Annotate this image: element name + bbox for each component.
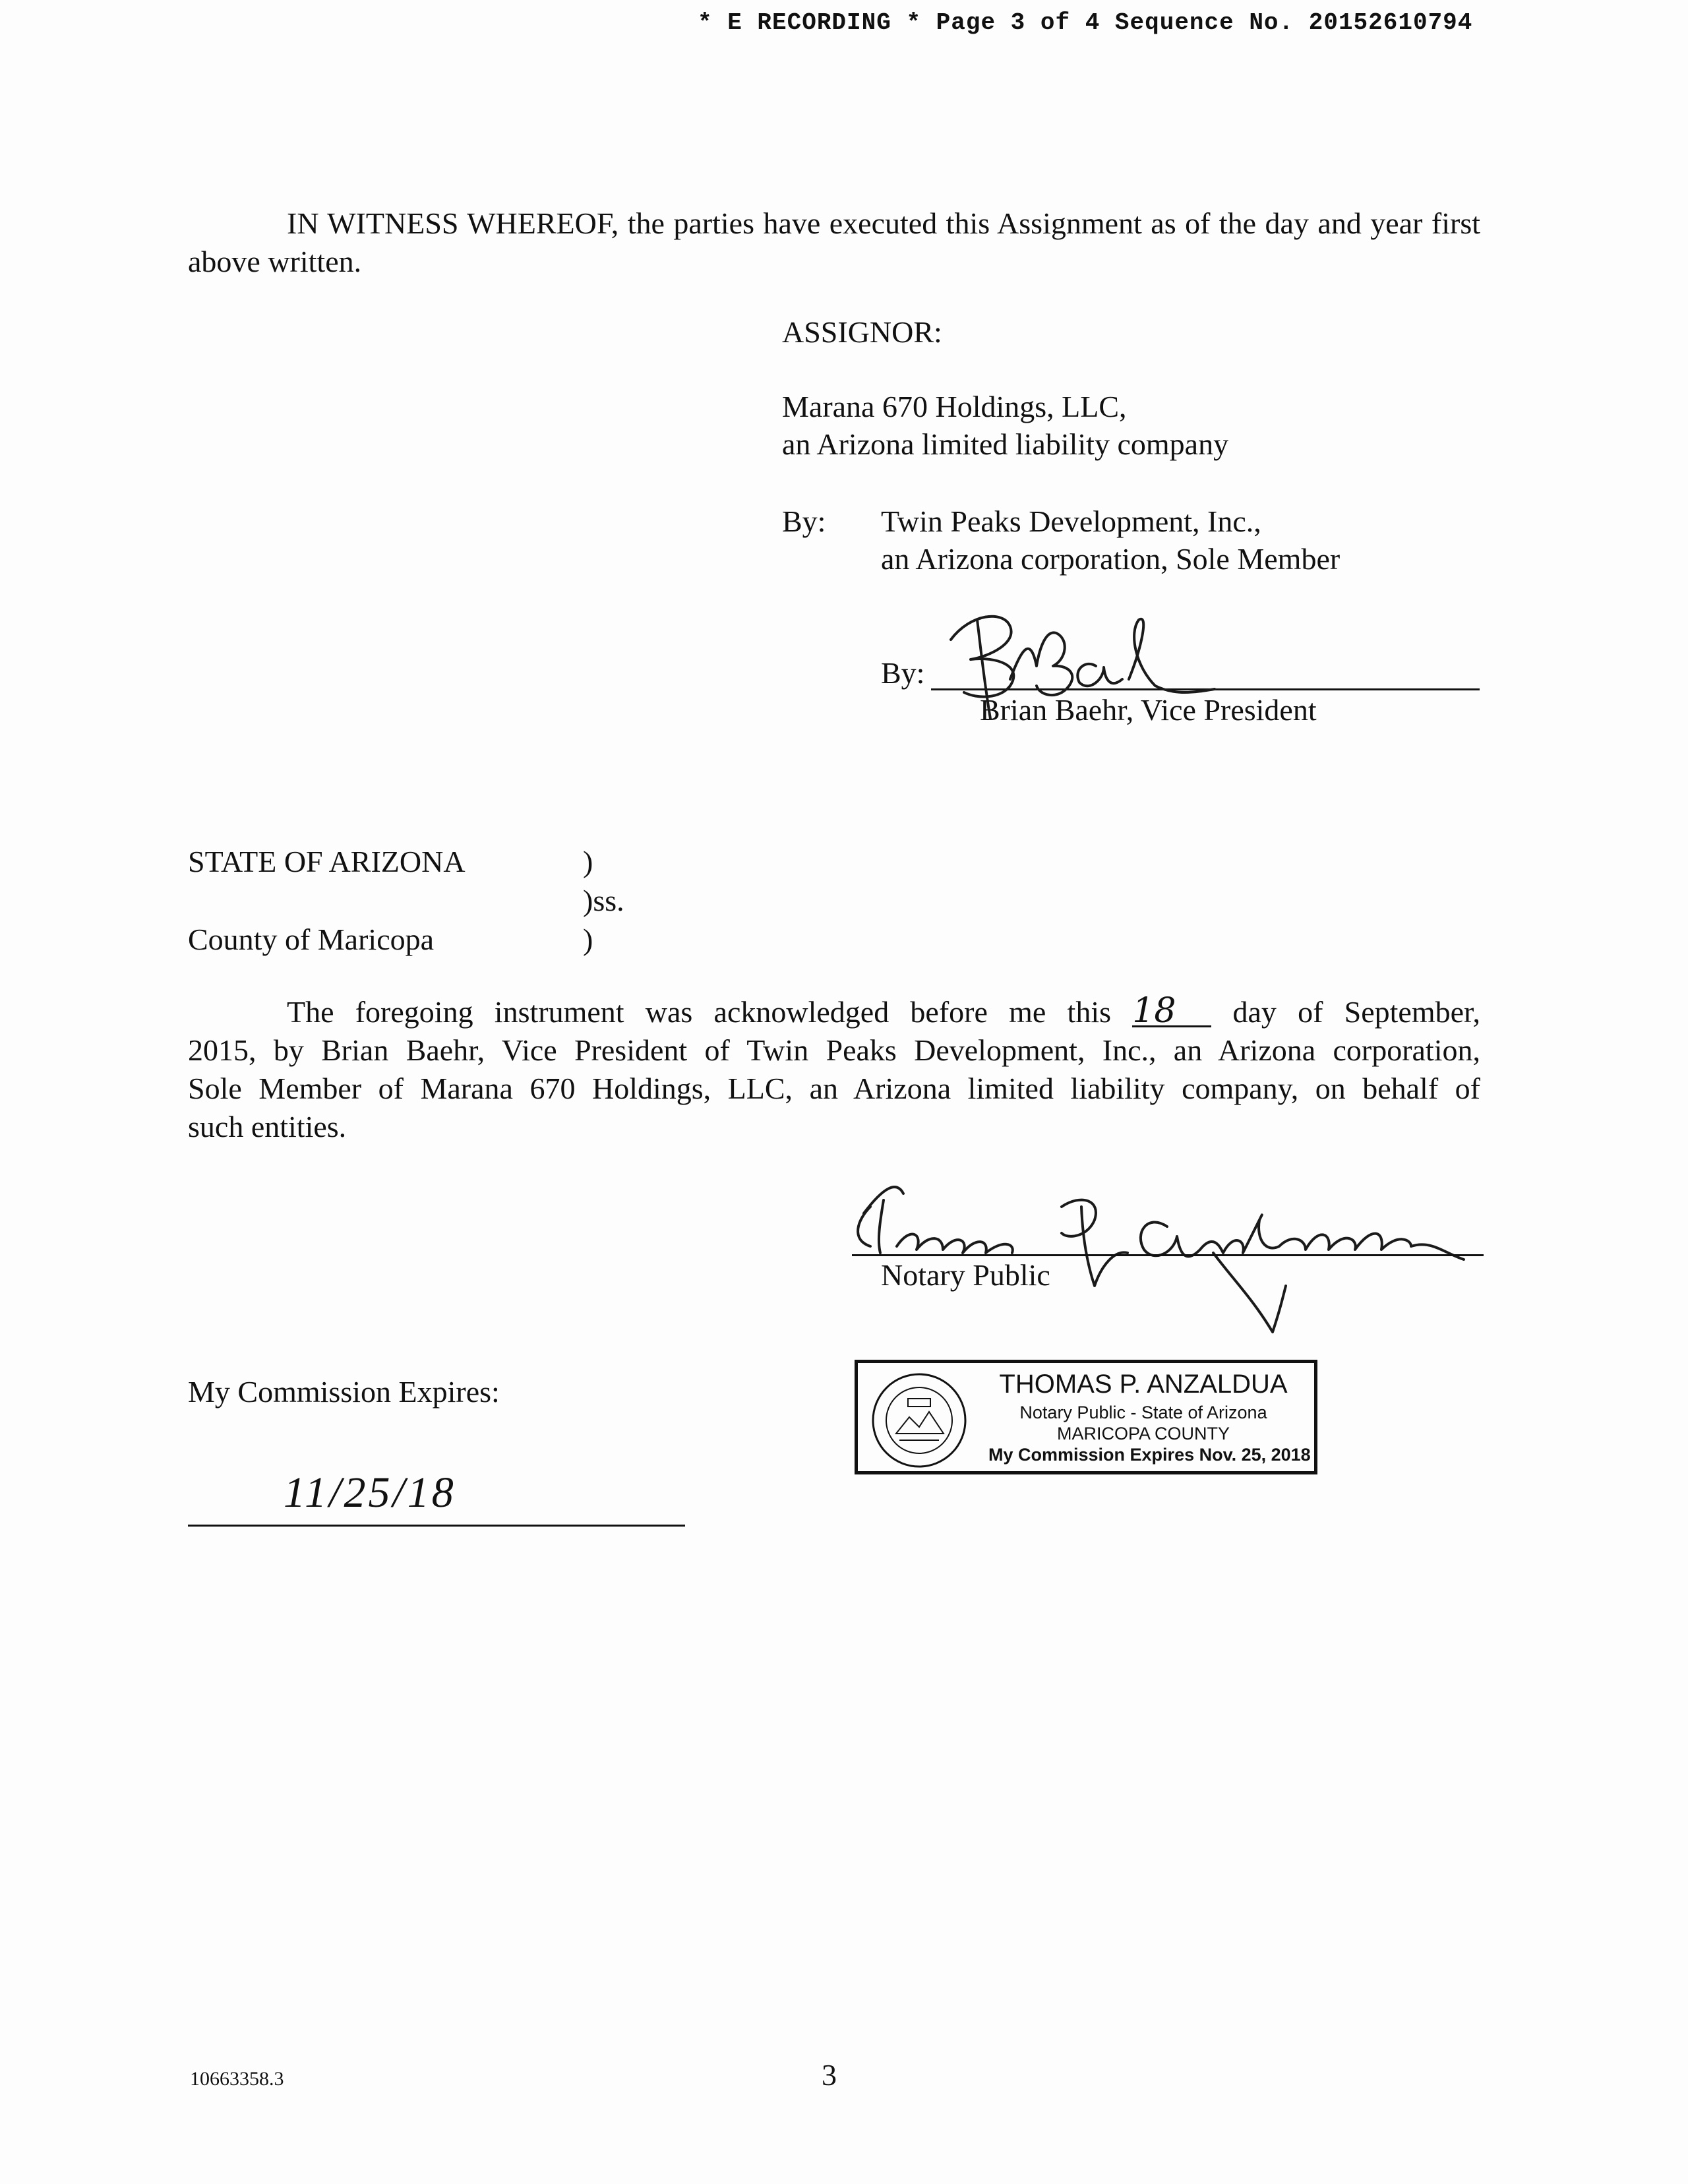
- stamp-notary-name: THOMAS P. ANZALDUA: [999, 1370, 1288, 1399]
- assignor-label: ASSIGNOR:: [782, 315, 942, 349]
- page-number: 3: [822, 2058, 837, 2092]
- assignor-company-type: an Arizona limited liability company: [782, 427, 1229, 461]
- commission-expires-label: My Commission Expires:: [188, 1375, 500, 1409]
- ack-text-after-day: day of September,: [1232, 995, 1481, 1029]
- member-name: Twin Peaks Development, Inc.,: [881, 504, 1261, 538]
- ack-day-handwritten: 18: [1132, 996, 1211, 1027]
- acknowledgment-line: Sole Member of Marana 670 Holdings, LLC, an Arizona limited liability company, on behalf of: [188, 1072, 1480, 1105]
- venue-paren: ): [583, 923, 593, 956]
- assignor-signature: [931, 593, 1274, 725]
- witness-text: IN WITNESS WHEREOF, the parties have executed this Assignment as of the day and year first above written.: [188, 206, 1480, 278]
- member-type: an Arizona corporation, Sole Member: [881, 542, 1341, 576]
- recording-header: * E RECORDING * Page 3 of 4 Sequence No. 20152610794: [698, 9, 1473, 36]
- acknowledgment-line: such entities.: [188, 1110, 347, 1143]
- venue-ss: )ss.: [583, 884, 624, 917]
- stamp-county: MARICOPA COUNTY: [1056, 1424, 1230, 1443]
- by-label: By:: [782, 504, 826, 538]
- notary-public-label: Notary Public: [881, 1258, 1050, 1292]
- stamp-title: Notary Public - State of Arizona: [1019, 1403, 1267, 1422]
- venue-paren: ): [583, 845, 593, 878]
- venue-state: STATE OF ARIZONA: [188, 845, 466, 878]
- signer-by-label: By:: [881, 656, 925, 690]
- document-number: 10663358.3: [190, 2068, 284, 2090]
- commission-date-handwritten: 11/25/18: [284, 1469, 456, 1517]
- acknowledgment-line: 2015, by Brian Baehr, Vice President of Twin Peaks Development, Inc., an Arizona corporation,: [188, 1033, 1480, 1067]
- acknowledgment-line: [188, 993, 1480, 1031]
- commission-date-line: [188, 1525, 685, 1527]
- witness-paragraph: [188, 204, 1480, 281]
- venue-county: County of Maricopa: [188, 923, 435, 956]
- assignor-company-name: Marana 670 Holdings, LLC,: [782, 390, 1127, 423]
- stamp-expiration: My Commission Expires Nov. 25, 2018: [988, 1445, 1311, 1465]
- ack-text-before-day: The foregoing instrument was acknowledged before me this: [287, 995, 1111, 1029]
- signer-name: Brian Baehr, Vice President: [980, 693, 1317, 727]
- notary-stamp: [855, 1360, 1317, 1474]
- acknowledgment-paragraph: [188, 993, 1480, 1146]
- arizona-seal-icon: [870, 1371, 969, 1470]
